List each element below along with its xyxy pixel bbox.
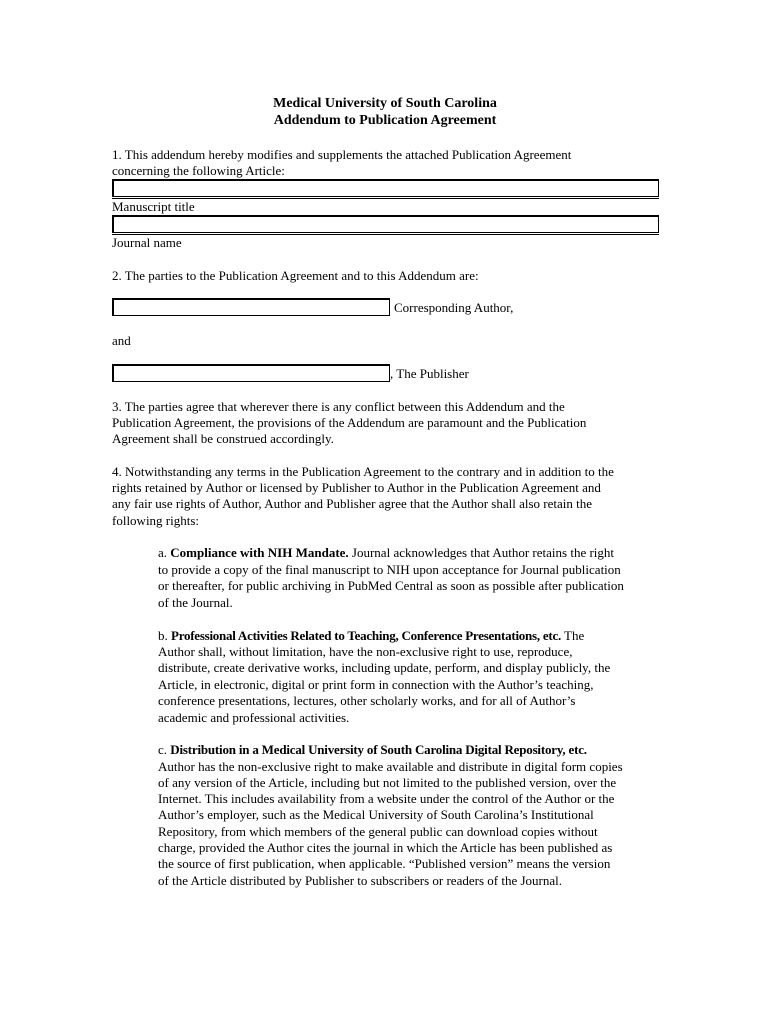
- item-b-line4: Article, in electronic, digital or print form in connection with the Author’s teaching,: [158, 677, 594, 692]
- item-b-line3: distribute, create derivative works, including update, perform, and display publicly, the: [158, 660, 611, 675]
- item-c-line8: the source of first publication, when applicable. “Published version” means the version: [158, 856, 611, 871]
- section1-line2: concerning the following Article:: [112, 163, 285, 178]
- item-a-line3: or thereafter, for public archiving in PubMed Central as soon as possible after publication: [158, 578, 624, 593]
- item-b-line6: academic and professional activities.: [158, 710, 350, 725]
- item-c-line2: Author has the non-exclusive right to make available and distribute in digital form copies: [158, 759, 623, 774]
- corresponding-author-input[interactable]: [113, 301, 389, 317]
- item-a-line4: of the Journal.: [158, 595, 233, 610]
- item-b-line1: b. Professional Activities Related to Teaching, Conference Presentations, etc. The: [158, 628, 585, 643]
- item-a-line2: to provide a copy of the final manuscript to NIH upon acceptance for Journal publication: [158, 562, 621, 577]
- item-c-line3: of any version of the Article, including but not limited to the published version, over the: [158, 775, 617, 790]
- journal-name-input[interactable]: [113, 218, 658, 234]
- section3-line3: Agreement shall be construed accordingly.: [112, 431, 334, 446]
- journal-underline: [112, 234, 659, 235]
- item-a-line1: a. Compliance with NIH Mandate. Journal acknowledges that Author retains the right: [158, 545, 615, 560]
- section3-line1: 3. The parties agree that wherever there is any conflict between this Addendum and the: [112, 399, 565, 414]
- publisher-label: , The Publisher: [390, 366, 469, 381]
- item-c-line9: of the Article distributed by Publisher to subscribers or readers of the Journal.: [158, 873, 562, 888]
- item-b-line2: Author shall, without limitation, have the non-exclusive right to use, reproduce,: [158, 644, 573, 659]
- item-b-line5: conference presentations, lectures, other scholarly works, and for all of Author’s: [158, 693, 576, 708]
- section4-line2: rights retained by Author or licensed by Publisher to Author in the Publication Agreement and: [112, 480, 601, 495]
- item-c-line6: Repository, from which members of the general public can download copies without: [158, 824, 598, 839]
- section4-line1: 4. Notwithstanding any terms in the Publication Agreement to the contrary and in addition to the: [112, 464, 614, 479]
- item-c-line1: c. Distribution in a Medical University of South Carolina Digital Repository, etc.: [158, 742, 587, 757]
- section3-line2: Publication Agreement, the provisions of the Addendum are paramount and the Publication: [112, 415, 587, 430]
- section4-line3: any fair use rights of Author, Author and Publisher agree that the Author shall also retain the: [112, 496, 593, 511]
- manuscript-title-field[interactable]: [112, 179, 659, 197]
- corresponding-author-field[interactable]: [112, 298, 390, 316]
- section4-line4: following rights:: [112, 513, 200, 528]
- item-c-line7: charge, provided the Author cites the journal in which the Article has been published as: [158, 840, 613, 855]
- section2-intro: 2. The parties to the Publication Agreement and to this Addendum are:: [112, 268, 479, 283]
- journal-name-field[interactable]: [112, 215, 659, 233]
- document-subtitle: Addendum to Publication Agreement: [273, 113, 497, 128]
- item-c-line5: Author’s employer, such as the Medical University of South Carolina’s Institutional: [158, 807, 594, 822]
- manuscript-title-label: Manuscript title: [112, 199, 195, 214]
- and-text: and: [112, 333, 131, 348]
- publisher-field[interactable]: [112, 364, 390, 382]
- item-c-line4: Internet. This includes availability from a website under the control of the Author or the: [158, 791, 615, 806]
- manuscript-title-input[interactable]: [113, 182, 658, 198]
- document-title: Medical University of South Carolina: [273, 96, 497, 111]
- item-c-heading: Distribution in a Medical University of South Carolina Digital Repository, etc.: [170, 742, 587, 757]
- item-a-heading: Compliance with NIH Mandate.: [170, 545, 349, 560]
- publisher-input[interactable]: [113, 367, 389, 383]
- corresponding-author-label: Corresponding Author,: [394, 300, 514, 315]
- journal-name-label: Journal name: [112, 235, 182, 250]
- section1-line1: 1. This addendum hereby modifies and supplements the attached Publication Agreement: [112, 147, 572, 162]
- item-b-heading: Professional Activities Related to Teaching, Conference Presentations, etc.: [171, 628, 561, 643]
